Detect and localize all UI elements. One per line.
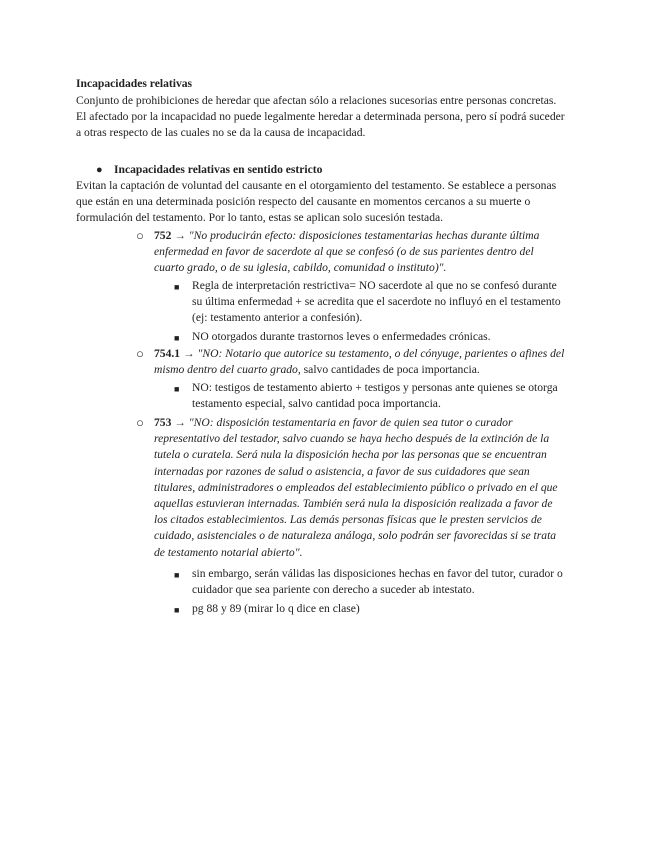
bullet-square: ■ xyxy=(174,570,180,580)
section-intro: Conjunto de prohibiciones de heredar que afectan sólo a relaciones sucesorias entre personas concretas. El afectado por la incapacidad no puede legalmente heredar a determinada persona, pero sí podrá suceder a otras respecto de las cuales no se da la causa de incapacidad. xyxy=(76,94,565,140)
article-754-1-arrow: → xyxy=(183,347,195,360)
article-753-note-2: pg 88 y 89 (mirar lo q dice en clase) xyxy=(192,602,360,615)
bullet-circle: ○ xyxy=(136,228,144,243)
article-753-note-1: sin embargo, serán válidas las disposiciones hechas en favor del tutor, curador o cuidador que sea pariente con derecho a suceder ab intestato. xyxy=(192,567,563,597)
subsection-title: Incapacidades relativas en sentido estricto xyxy=(114,163,323,176)
article-753-arrow: → xyxy=(174,416,186,429)
article-754-1-number: 754.1 xyxy=(154,347,181,360)
article-752-note-1: Regla de interpretación restrictiva= NO sacerdote al que no se confesó durante su última enfermedad + se acredita que el sacerdote no influyó en el testamento (ej: testamento anterior a confesión). xyxy=(192,279,561,325)
article-754-1-quote: "NO: Notario que autorice su testamento, o del cónyuge, parientes o afines del mismo dentro del cuarto grado, xyxy=(154,347,565,377)
article-752-quote: "No producirán efecto: disposiciones testamentarias hechas durante última enfermedad en favor de sacerdote al que se confesó (o de sus parientes dentro del cuarto grado, o de su iglesia, cabildo, comunidad o instituto)". xyxy=(154,229,540,275)
article-752-number: 752 xyxy=(154,229,172,242)
bullet-square: ■ xyxy=(174,384,180,394)
article-753-number: 753 xyxy=(154,416,172,429)
section-title: Incapacidades relativas xyxy=(76,77,193,90)
bullet-square: ■ xyxy=(174,605,180,615)
article-752 xyxy=(154,228,566,277)
subsection-body: Evitan la captación de voluntad del causante en el otorgamiento del testamento. Se establece a personas que están en una determinada posición respecto del causante en momentos cercanos a su muerte o formulación del testamento. Por lo tanto, estas se aplican solo sucesión testada. xyxy=(76,179,557,225)
article-753 xyxy=(154,415,566,561)
article-752-note-2: NO otorgados durante trastornos leves o enfermedades crónicas. xyxy=(192,330,491,343)
article-754-1-tail: salvo cantidades de poca importancia. xyxy=(303,363,480,377)
bullet-square: ■ xyxy=(174,282,180,292)
bullet-circle: ○ xyxy=(136,415,144,430)
bullet-disc: ● xyxy=(96,164,103,176)
bullet-circle: ○ xyxy=(136,346,144,361)
article-752-arrow: → xyxy=(174,229,186,242)
article-754-1-note-1: NO: testigos de testamento abierto + testigos y personas ante quienes se otorga testamento especial, salvo cantidad poca importancia. xyxy=(192,381,558,411)
bullet-square: ■ xyxy=(174,333,180,343)
article-753-quote: "NO: disposición testamentaria en favor de quien sea tutor o curador representativo del testador, salvo cuando se haya hecho después de la extinción de la tutela o curatela. Será nula la disposición hecha por las personas que se encuentran internadas por razones de salud o asistencia, a favor de sus cuidadores que sean titulares, administradores o empleados del establecimiento público o privado en el que aquellas estuvieran internadas. También será nula la disposición realizada a favor de los citados establecimientos. Las demás personas físicas que le presten servicios de cuidado, asistenciales o de naturaleza análoga, solo podrán ser favorecidas si se trata de testamento notarial abierto". xyxy=(154,416,558,559)
article-754-1 xyxy=(154,346,566,378)
